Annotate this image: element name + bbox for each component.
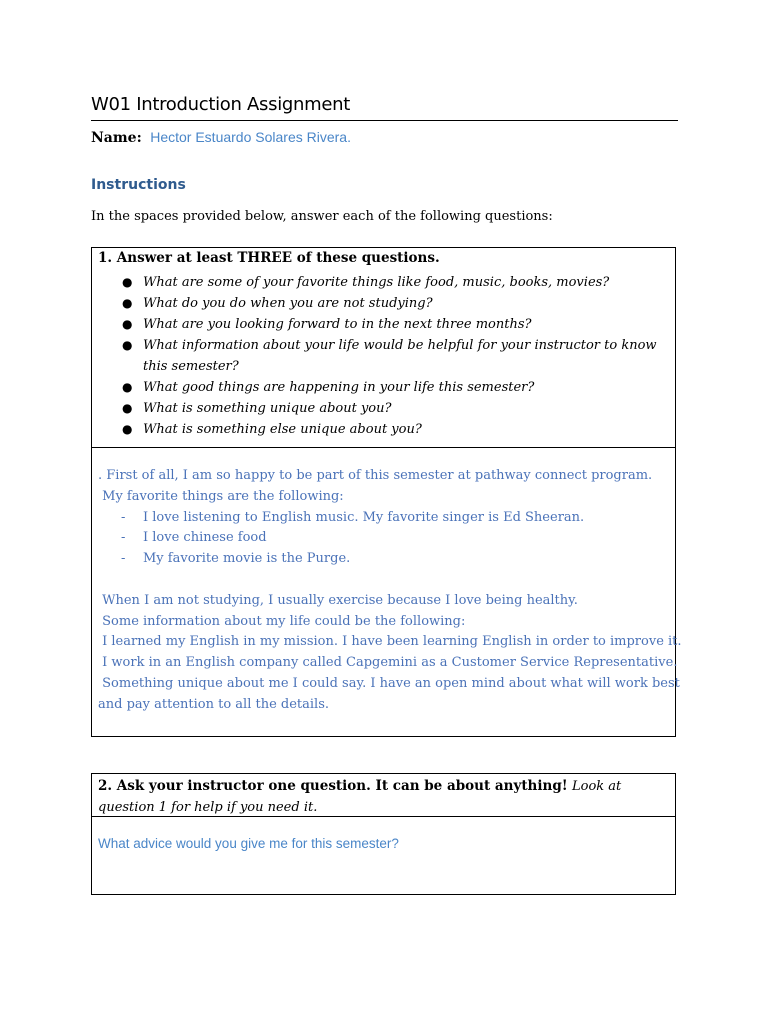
answer-line: and pay attention to all the details. [98,696,330,712]
answer-line: When I am not studying, I usually exercise because I love being healthy. [98,592,578,608]
answer-list-item [98,528,668,549]
question-2-prompt-cell [92,774,675,817]
question-1-title: 1. Answer at least THREE of these questions. [98,250,440,266]
list-item [122,293,663,314]
bullet-text: What do you do when you are not studying? [143,296,433,311]
question-1-answer[interactable] [98,466,682,716]
list-item [122,335,663,377]
question-1-prompt-cell [92,248,675,448]
list-item [122,377,663,398]
answer-list-text: My favorite movie is the Purge. [143,551,351,567]
question-1-box [91,247,682,737]
answer-list-text: I love chinese food [143,530,267,546]
title-divider [91,120,678,121]
answer-list-text: I love listening to English music. My favorite singer is Ed Sheeran. [143,509,585,525]
answer-line: I work in an English company called Capgemini as a Customer Service Representative. [98,655,678,671]
list-item [122,314,663,335]
dash-icon: - [121,509,126,525]
list-item [122,419,663,440]
bullet-text: What is something unique about you? [143,401,392,416]
page-title: W01 Introduction Assignment [91,94,351,115]
bullet-icon: ● [122,296,133,310]
bullet-icon: ● [122,401,133,415]
instructions-heading: Instructions [91,177,186,193]
question-2-box [91,773,676,895]
question-1-bullet-list [122,272,663,440]
bullet-text: What good things are happening in your life this semester? [143,380,535,395]
bullet-icon: ● [122,275,133,289]
question-2-title-bold: 2. Ask your instructor one question. It can be about anything! [98,778,568,794]
dash-icon: - [121,530,126,546]
question-2-title-hint: Look at question 1 for help if you need it. [98,779,622,815]
bullet-icon: ● [122,317,133,331]
bullet-text: What is something else unique about you? [143,422,422,437]
bullet-text: What information about your life would be helpful for your instructor to know this semester? [143,338,657,374]
bullet-icon: ● [122,338,133,352]
instructions-text: In the spaces provided below, answer each of the following questions: [91,209,553,224]
question-2-answer[interactable]: What advice would you give me for this semester? [98,836,399,851]
answer-line: I learned my English in my mission. I have been learning English in order to improve it. [98,634,682,650]
bullet-text: What are some of your favorite things like food, music, books, movies? [143,275,610,290]
list-item [122,272,663,293]
answer-line: Some information about my life could be the following: [98,613,466,629]
answer-line: Something unique about me I could say. I have an open mind about what will work best [98,675,680,691]
answer-line: My favorite things are the following: [98,488,344,504]
dash-icon: - [121,551,126,567]
answer-line: . First of all, I am so happy to be part of this semester at pathway connect program. [98,468,653,483]
blank-line [98,570,668,591]
name-row [91,129,351,146]
bullet-text: What are you looking forward to in the next three months? [143,317,532,332]
name-value: Hector Estuardo Solares Rivera. [150,129,351,145]
answer-list-item [98,549,668,570]
question-2-title [98,776,668,818]
name-label: Name: [91,130,142,146]
bullet-icon: ● [122,380,133,394]
list-item [122,398,663,419]
bullet-icon: ● [122,422,133,436]
answer-list-item [98,508,668,529]
